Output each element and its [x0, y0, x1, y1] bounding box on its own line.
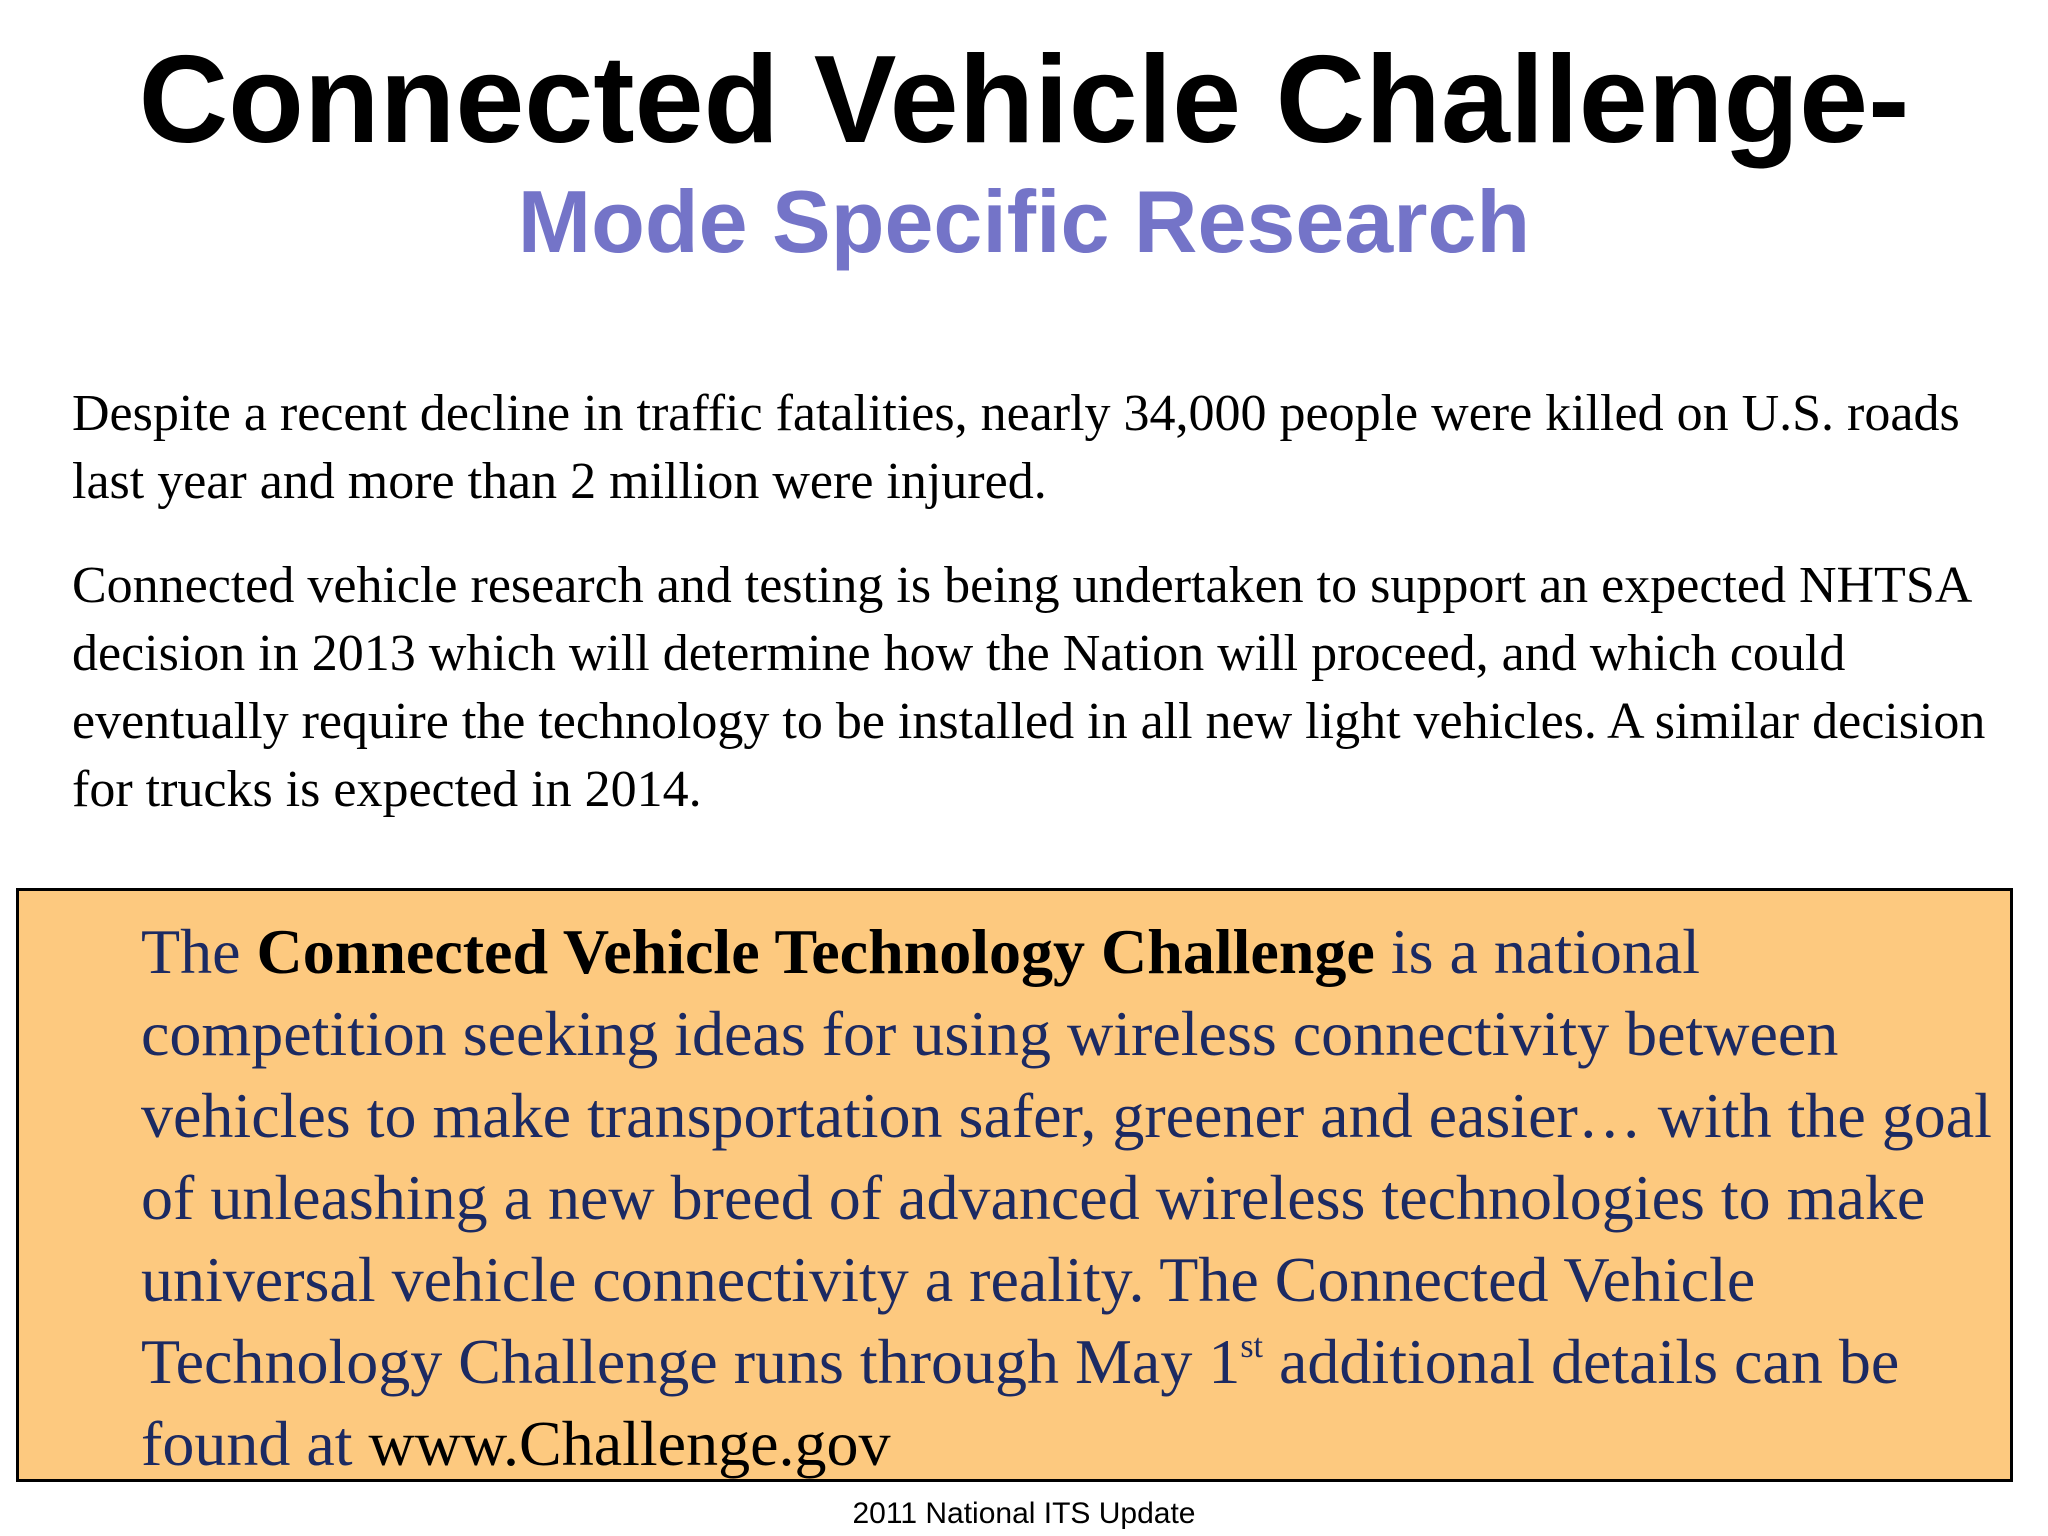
challenge-callout-box	[16, 888, 2013, 1482]
callout-lead: The	[141, 916, 257, 987]
callout-text	[141, 911, 2011, 1485]
ordinal-suffix: st	[1240, 1328, 1263, 1365]
paragraph-fatalities: Despite a recent decline in traffic fatalities, nearly 34,000 people were killed on U.S. roads last year and more than 2 million were injured.	[72, 385, 1960, 510]
slide-footer: 2011 National ITS Update	[852, 1497, 1196, 1530]
challenge-name: Connected Vehicle Technology Challenge	[256, 916, 1375, 987]
challenge-url: www.Challenge.gov	[368, 1408, 891, 1479]
paragraph-research: Connected vehicle research and testing is being undertaken to support an expected NHTSA decision in 2013 which will determine how the Nation will proceed, and which could eventually require the technology to be installed in all new light vehicles. A similar decision for trucks is expected in 2014.	[72, 557, 1986, 818]
callout-body: is a national competition seeking ideas for using wireless connectivity between vehicles to make transportation safer, greener and easier… with the goal of unleashing a new breed of advanced wireless technologies to make universal vehicle connectivity a reality. The Connected Vehicle Technology Challenge runs through May 1	[141, 916, 1992, 1397]
slide-title: Connected Vehicle Challenge-	[138, 31, 1910, 169]
slide-subtitle: Mode Specific Research	[517, 172, 1531, 271]
callout-tail: additional details can be found at	[141, 1326, 1900, 1479]
